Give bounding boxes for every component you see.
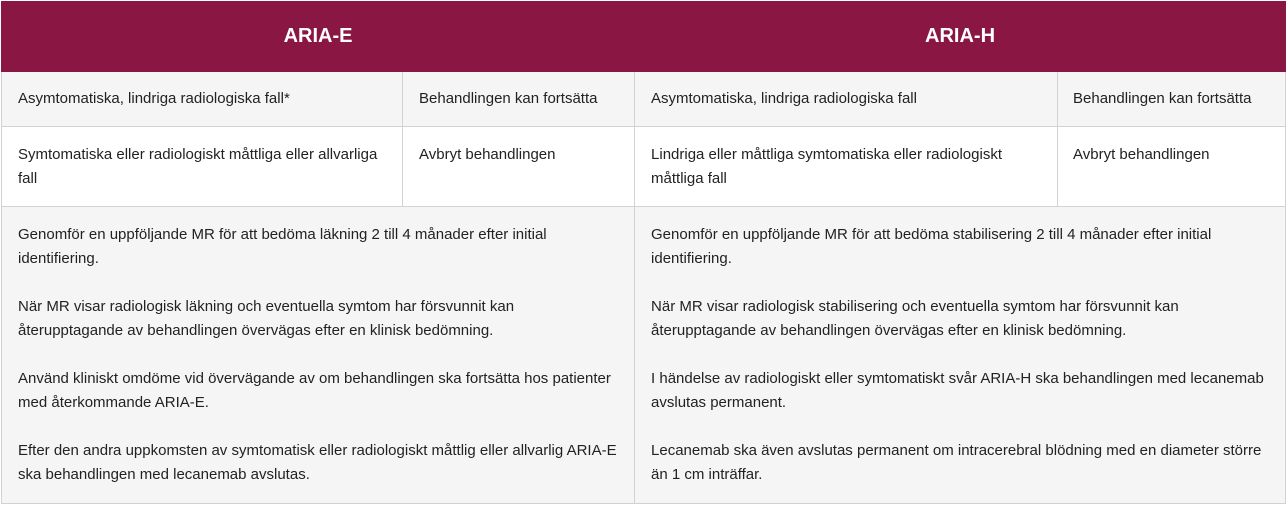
- aria-e-note: Efter den andra uppkomsten av symtomatisk eller radiologiskt måttlig eller allvarlig ARIA-E ska behandlingen med lecanemab avslutas.: [18, 442, 617, 483]
- aria-h-notes-cell: [635, 207, 1286, 504]
- aria-h-note: När MR visar radiologisk stabilisering och eventuella symtom har försvunnit kan återupptagande av behandlingen övervägas efter en klinisk bedömning.: [651, 298, 1179, 339]
- aria-h-note: Lecanemab ska även avslutas permanent om intracerebral blödning med en diameter större än 1 cm inträffar.: [651, 442, 1262, 483]
- aria-h-action-cell: Avbryt behandlingen: [1058, 127, 1286, 207]
- header-aria-e: ARIA-E: [2, 2, 635, 72]
- aria-e-note: Genomför en uppföljande MR för att bedöma läkning 2 till 4 månader efter initial identifiering.: [18, 226, 547, 267]
- aria-e-note: Använd kliniskt omdöme vid övervägande av om behandlingen ska fortsätta hos patienter med återkommande ARIA-E.: [18, 370, 611, 411]
- aria-h-condition-cell: Lindriga eller måttliga symtomatiska eller radiologiskt måttliga fall: [635, 127, 1058, 207]
- aria-e-condition-cell: Asymtomatiska, lindriga radiologiska fall*: [2, 72, 403, 127]
- aria-e-note: När MR visar radiologisk läkning och eventuella symtom har försvunnit kan återupptagande av behandlingen övervägas efter en klinisk bedömning.: [18, 298, 515, 339]
- aria-e-action-cell: Behandlingen kan fortsätta: [403, 72, 635, 127]
- notes-row: [2, 207, 1286, 504]
- table: [1, 1, 1286, 504]
- header-aria-h: ARIA-H: [635, 2, 1286, 72]
- aria-h-note: Genomför en uppföljande MR för att bedöma stabilisering 2 till 4 månader efter initial identifiering.: [651, 226, 1212, 267]
- header-row: [2, 2, 1286, 72]
- aria-management-table: [1, 1, 1285, 503]
- aria-e-condition-cell: Symtomatiska eller radiologiskt måttliga eller allvarliga fall: [2, 127, 403, 207]
- table-row: [2, 127, 1286, 207]
- aria-h-note: I händelse av radiologiskt eller symtomatiskt svår ARIA-H ska behandlingen med lecanemab avslutas permanent.: [651, 370, 1264, 411]
- aria-e-action-cell: Avbryt behandlingen: [403, 127, 635, 207]
- aria-h-condition-cell: Asymtomatiska, lindriga radiologiska fall: [635, 72, 1058, 127]
- aria-e-notes-cell: [2, 207, 635, 504]
- aria-h-action-cell: Behandlingen kan fortsätta: [1058, 72, 1286, 127]
- table-row: [2, 72, 1286, 127]
